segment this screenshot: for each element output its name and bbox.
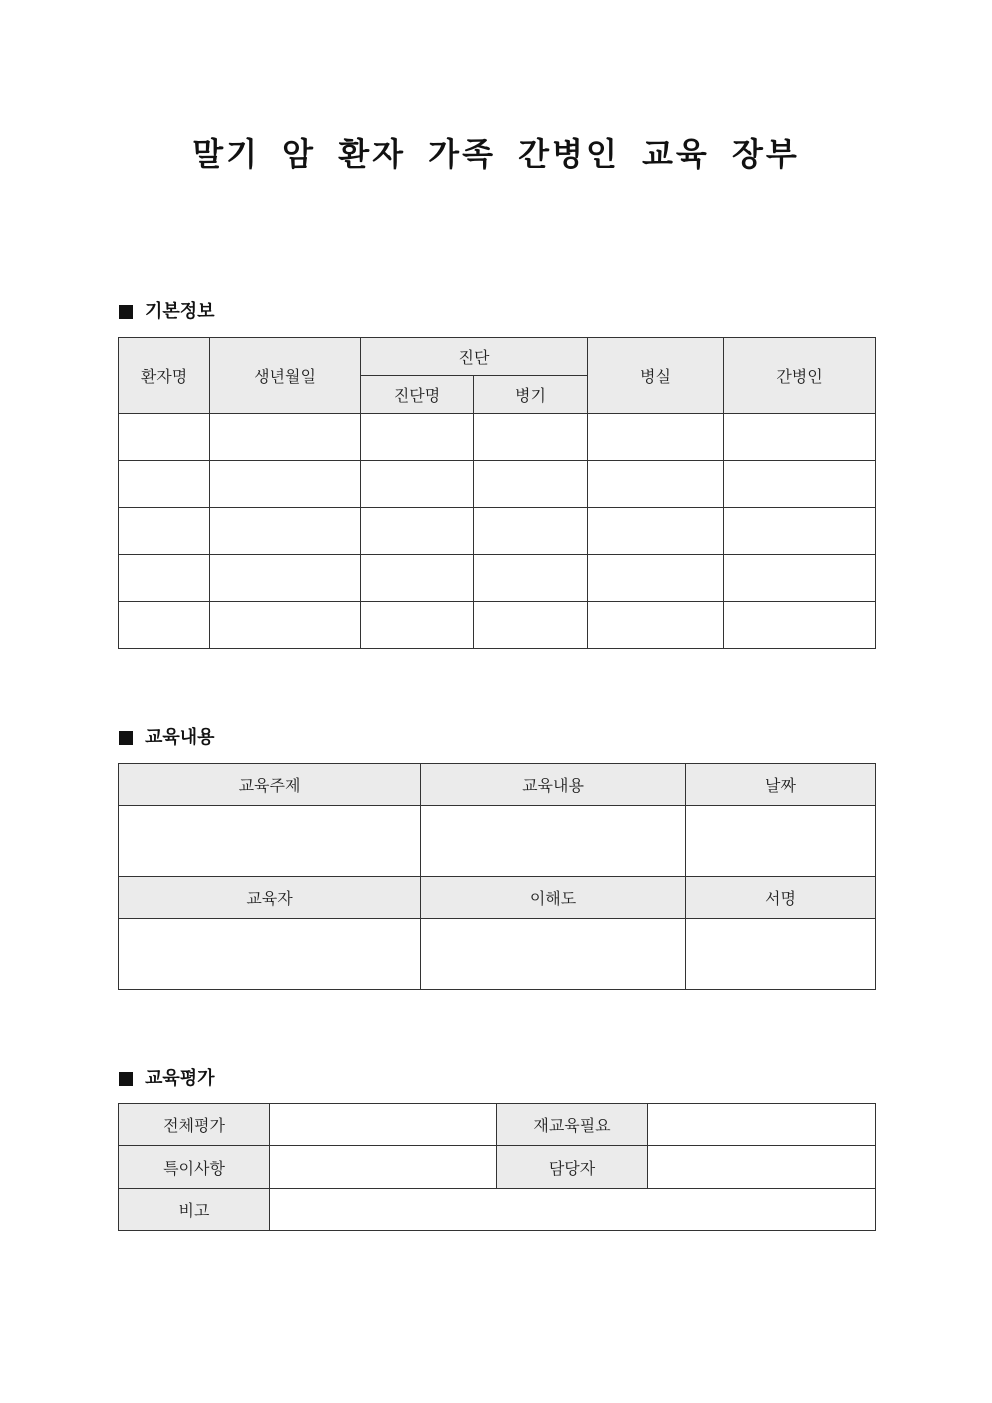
header-room: 병실 [588, 338, 724, 414]
cell[interactable] [724, 508, 876, 555]
cell[interactable] [588, 461, 724, 508]
label-remarks: 비고 [119, 1189, 270, 1231]
cell[interactable] [588, 555, 724, 602]
cell[interactable] [361, 602, 474, 649]
cell[interactable] [119, 461, 210, 508]
header-topic: 교육주제 [119, 764, 421, 806]
section-heading-evaluation [119, 1067, 215, 1091]
education-content-table [118, 763, 876, 990]
table-row [119, 461, 876, 508]
cell[interactable] [210, 602, 361, 649]
header-date: 날짜 [686, 764, 876, 806]
table-row [119, 555, 876, 602]
header-patient-name: 환자명 [119, 338, 210, 414]
square-bullet-icon [119, 1072, 133, 1086]
label-overall: 전체평가 [119, 1104, 270, 1146]
cell[interactable] [119, 414, 210, 461]
cell[interactable] [474, 508, 588, 555]
square-bullet-icon [119, 305, 133, 319]
header-stage: 병기 [474, 376, 588, 414]
cell[interactable] [724, 414, 876, 461]
section-heading-basic-info [119, 300, 215, 324]
cell[interactable] [724, 461, 876, 508]
date-cell[interactable] [686, 806, 876, 877]
cell[interactable] [474, 414, 588, 461]
overall-cell[interactable] [270, 1104, 497, 1146]
header-signature: 서명 [686, 877, 876, 919]
cell[interactable] [474, 555, 588, 602]
label-manager: 담당자 [497, 1146, 648, 1189]
cell[interactable] [588, 602, 724, 649]
cell[interactable] [474, 602, 588, 649]
cell[interactable] [588, 414, 724, 461]
header-understanding: 이해도 [421, 877, 686, 919]
cell[interactable] [210, 555, 361, 602]
signature-cell[interactable] [686, 919, 876, 990]
header-diagnosis: 진단 [361, 338, 588, 376]
square-bullet-icon [119, 731, 133, 745]
cell[interactable] [119, 508, 210, 555]
header-diagnosis-name: 진단명 [361, 376, 474, 414]
table-row [119, 806, 876, 877]
section-heading-label: 교육평가 [145, 1068, 215, 1089]
cell[interactable] [588, 508, 724, 555]
header-birth-date: 생년월일 [210, 338, 361, 414]
cell[interactable] [210, 508, 361, 555]
manager-cell[interactable] [648, 1146, 876, 1189]
evaluation-table [118, 1103, 876, 1231]
cell[interactable] [724, 555, 876, 602]
header-educator: 교육자 [119, 877, 421, 919]
cell[interactable] [119, 602, 210, 649]
page-title: 말기 암 환자 가족 간병인 교육 장부 [192, 135, 800, 173]
cell[interactable] [210, 461, 361, 508]
cell[interactable] [210, 414, 361, 461]
section-heading-label: 기본정보 [145, 301, 215, 322]
cell[interactable] [361, 414, 474, 461]
remarks-cell[interactable] [270, 1189, 876, 1231]
reeducation-cell[interactable] [648, 1104, 876, 1146]
cell[interactable] [119, 555, 210, 602]
cell[interactable] [361, 508, 474, 555]
content-cell[interactable] [421, 806, 686, 877]
section-heading-education-content [119, 726, 215, 750]
table-row [119, 414, 876, 461]
table-row [119, 602, 876, 649]
cell[interactable] [361, 461, 474, 508]
notes-cell[interactable] [270, 1146, 497, 1189]
cell[interactable] [724, 602, 876, 649]
understanding-cell[interactable] [421, 919, 686, 990]
label-notes: 특이사항 [119, 1146, 270, 1189]
topic-cell[interactable] [119, 806, 421, 877]
header-content: 교육내용 [421, 764, 686, 806]
basic-info-table [118, 337, 876, 649]
cell[interactable] [474, 461, 588, 508]
table-row [119, 508, 876, 555]
label-reeducation: 재교육필요 [497, 1104, 648, 1146]
cell[interactable] [361, 555, 474, 602]
table-row [119, 919, 876, 990]
educator-cell[interactable] [119, 919, 421, 990]
header-caregiver: 간병인 [724, 338, 876, 414]
section-heading-label: 교육내용 [145, 727, 215, 748]
